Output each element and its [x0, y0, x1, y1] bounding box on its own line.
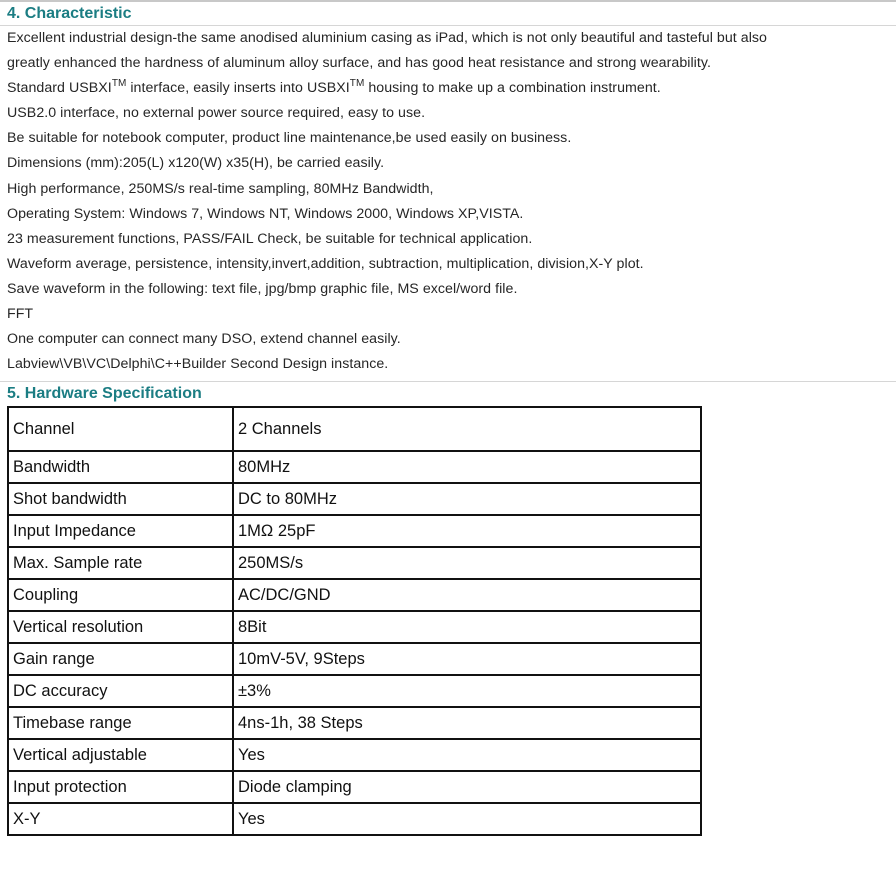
spec-label: Timebase range — [8, 707, 233, 739]
spec-label: Coupling — [8, 579, 233, 611]
characteristic-line: Save waveform in the following: text file, jpg/bmp graphic file, MS excel/word file. — [7, 280, 518, 297]
characteristic-line: One computer can connect many DSO, extend channel easily. — [7, 331, 401, 348]
characteristic-line: Excellent industrial design-the same anodised aluminium casing as iPad, which is not only beautiful and tasteful but also — [7, 30, 767, 46]
spec-value: Yes — [233, 803, 701, 835]
spec-label: Input Impedance — [8, 515, 233, 547]
line-text: interface, easily inserts into USBXI — [126, 80, 350, 97]
spec-label: Vertical adjustable — [8, 739, 233, 771]
trademark-mark: TM — [111, 78, 127, 90]
spec-label: Vertical resolution — [8, 611, 233, 643]
table-row — [8, 643, 701, 675]
table-row — [8, 707, 701, 739]
spec-value: 1MΩ 25pF — [233, 515, 701, 547]
hardware-top-rule — [0, 381, 896, 382]
table-row — [8, 771, 701, 803]
top-divider — [0, 0, 896, 2]
spec-value: DC to 80MHz — [233, 483, 701, 515]
characteristic-line: 23 measurement functions, PASS/FAIL Check, be suitable for technical application. — [7, 230, 533, 247]
table-row — [8, 515, 701, 547]
table-row — [8, 803, 701, 835]
table-row — [8, 675, 701, 707]
characteristic-line: Labview\VB\VC\Delphi\C++Builder Second Design instance. — [7, 356, 389, 373]
characteristic-list — [7, 28, 767, 379]
spec-label: DC accuracy — [8, 675, 233, 707]
characteristic-line: Dimensions (mm):205(L) x120(W) x35(H), be carried easily. — [7, 155, 385, 172]
characteristic-line: Be suitable for notebook computer, product line maintenance,be used easily on business. — [7, 130, 572, 147]
spec-value: 250MS/s — [233, 547, 701, 579]
spec-label: Bandwidth — [8, 451, 233, 483]
table-row — [8, 739, 701, 771]
characteristic-line — [7, 78, 767, 103]
spec-label: X-Y — [8, 803, 233, 835]
hardware-spec-table — [7, 406, 702, 836]
spec-value: 2 Channels — [233, 407, 701, 451]
table-row — [8, 547, 701, 579]
spec-label: Gain range — [8, 643, 233, 675]
spec-value: Yes — [233, 739, 701, 771]
table-row — [8, 451, 701, 483]
spec-label: Shot bandwidth — [8, 483, 233, 515]
hardware-heading: 5. Hardware Specification — [7, 385, 202, 402]
spec-label: Input protection — [8, 771, 233, 803]
table-row — [8, 579, 701, 611]
spec-value: ±3% — [233, 675, 701, 707]
characteristic-line: Waveform average, persistence, intensity,invert,addition, subtraction, multiplication, division,X-Y plot. — [7, 255, 644, 272]
spec-label: Channel — [8, 407, 233, 451]
spec-value: Diode clamping — [233, 771, 701, 803]
table-row — [8, 611, 701, 643]
characteristic-heading-rule — [0, 25, 896, 26]
spec-value: AC/DC/GND — [233, 579, 701, 611]
characteristic-line: greatly enhanced the hardness of aluminum alloy surface, and has good heat resistance and strong wearability. — [7, 55, 711, 72]
line-text: Standard USBXI — [7, 80, 112, 97]
characteristic-line: Operating System: Windows 7, Windows NT, Windows 2000, Windows XP,VISTA. — [7, 205, 524, 222]
characteristic-line: USB2.0 interface, no external power source required, easy to use. — [7, 105, 426, 122]
spec-value: 10mV-5V, 9Steps — [233, 643, 701, 675]
table-row — [8, 407, 701, 451]
table-row — [8, 483, 701, 515]
spec-value: 8Bit — [233, 611, 701, 643]
trademark-mark: TM — [349, 78, 365, 90]
spec-label: Max. Sample rate — [8, 547, 233, 579]
characteristic-line: High performance, 250MS/s real-time sampling, 80MHz Bandwidth, — [7, 180, 434, 197]
line-text: housing to make up a combination instrument. — [364, 80, 661, 97]
characteristic-heading: 4. Characteristic — [7, 5, 132, 22]
characteristic-line: FFT — [7, 306, 34, 323]
spec-value: 80MHz — [233, 451, 701, 483]
spec-value: 4ns-1h, 38 Steps — [233, 707, 701, 739]
